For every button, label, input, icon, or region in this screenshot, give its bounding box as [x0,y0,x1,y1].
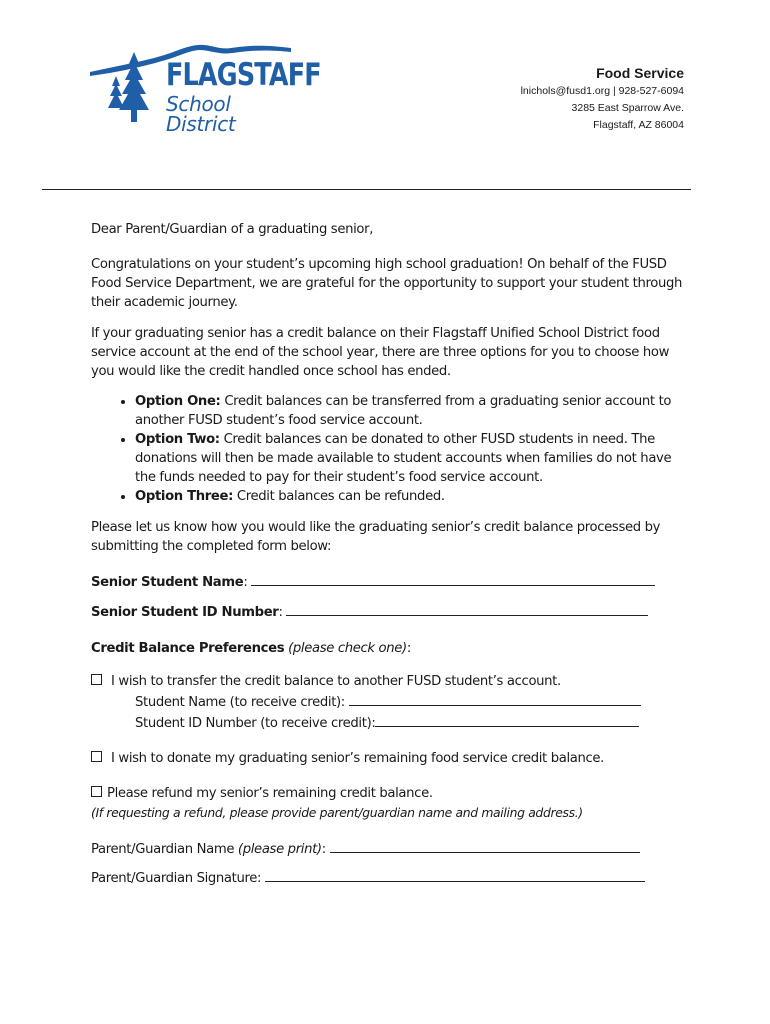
guardian-signature-field[interactable] [265,867,645,882]
recv-id-label: Student ID Number (to receive credit): [135,716,376,731]
guardian-signature-row [91,867,691,888]
senior-id-row [91,601,691,622]
choice-transfer-label: I wish to transfer the credit balance to another FUSD student’s account. [111,674,561,689]
refund-checkbox[interactable] [91,786,102,797]
guardian-name-hint: (please print) [237,842,322,857]
colon: : [278,605,283,620]
recv-name-field[interactable] [349,691,641,706]
logo-subtitle: School District [166,92,236,136]
address-city: Flagstaff, AZ 86004 [593,119,684,131]
option-label: Option Three: [135,489,234,504]
contact-email-phone: lnichols@fusd1.org | 928-527-6094 [520,85,684,97]
paragraph-instructions: Please let us know how you would like the graduating senior’s credit balance processed by submitting the completed form below: [91,520,661,554]
colon: : [321,842,326,857]
refund-note: (If requesting a refund, please provide parent/guardian name and mailing address.) [91,805,583,820]
contact-block [521,63,684,134]
preferences-hint: (please check one) [288,641,407,656]
choice-donate-label: I wish to donate my graduating senior’s remaining food service credit balance. [111,751,605,766]
option-text: Credit balances can be transferred from a graduating senior account to another FUSD student’s food service account. [135,394,672,428]
option-one [135,392,691,430]
address-street: 3285 East Sparrow Ave. [571,102,684,114]
district-logo [86,42,321,136]
transfer-checkbox[interactable] [91,674,102,685]
colon: : [243,575,248,590]
senior-name-label: Senior Student Name [91,575,244,590]
preferences-heading [91,639,691,658]
guardian-signature-label: Parent/Guardian Signature: [91,871,262,886]
option-text: Credit balances can be donated to other FUSD students in need. The donations will then be made available to student accounts when families do not have the funds needed to pay for their student’s food service account. [135,432,672,485]
choice-transfer-row [91,672,691,691]
option-label: Option Two: [135,432,220,447]
greeting: Dear Parent/Guardian of a graduating senior, [91,222,374,237]
colon: : [406,641,411,656]
option-label: Option One: [135,394,221,409]
paragraph-congratulations: Congratulations on your student’s upcoming high school graduation! On behalf of the FUSD Food Service Department, we are grateful for the opportunity to support your student through their academic journey. [91,257,683,310]
options-list [91,392,691,506]
senior-name-field[interactable] [251,571,655,586]
senior-name-row [91,571,691,592]
choice-refund-label: Please refund my senior’s remaining credit balance. [107,786,433,801]
logo-wordmark: FLAGSTAFF [166,57,321,93]
donate-checkbox[interactable] [91,751,102,762]
recv-name-label: Student Name (to receive credit): [135,695,345,710]
option-two [135,430,691,487]
choice-refund-row [91,784,691,803]
guardian-name-row [91,838,691,859]
header-divider [42,189,691,190]
option-text: Credit balances can be refunded. [233,489,445,504]
preferences-label: Credit Balance Preferences [91,641,285,656]
department-name: Food Service [596,65,684,81]
guardian-name-field[interactable] [330,838,640,853]
senior-id-field[interactable] [286,601,648,616]
recv-name-row [91,691,691,712]
senior-id-label: Senior Student ID Number [91,605,279,620]
recv-id-row [91,712,691,733]
paragraph-credit-balance: If your graduating senior has a credit balance on their Flagstaff Unified School District food service account at the end of the school year, there are three options for you to choose how you would like the credit handled once school has ended. [91,326,670,379]
choice-donate-row [91,749,691,768]
letter-body [91,220,691,888]
recv-id-field[interactable] [375,712,639,727]
guardian-name-label: Parent/Guardian Name [91,842,235,857]
option-three [135,487,691,506]
